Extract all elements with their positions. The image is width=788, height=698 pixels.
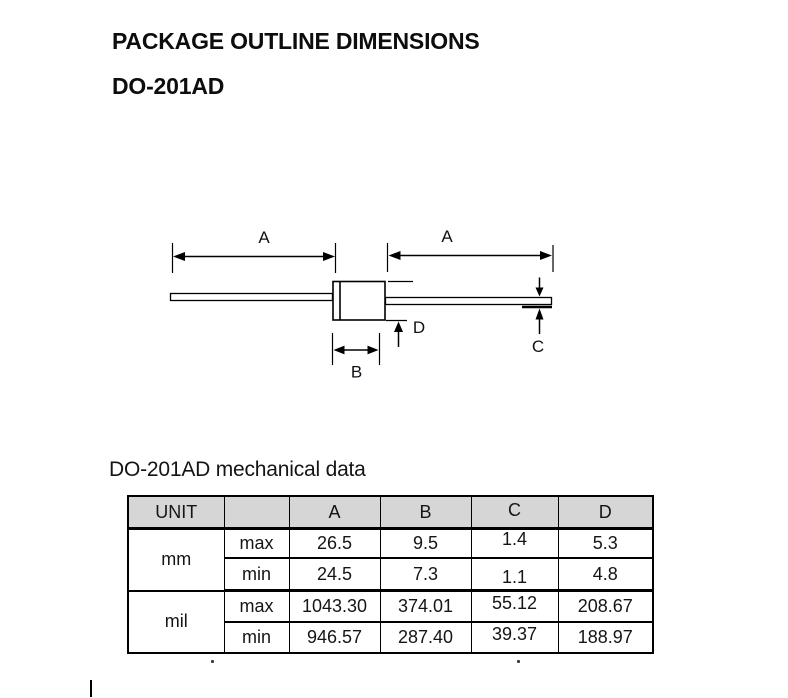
text-cursor (90, 680, 92, 697)
bound-cell: max (224, 591, 289, 623)
dimension-b (333, 333, 380, 382)
header-d: D (558, 496, 653, 529)
bound-cell: min (224, 622, 289, 653)
value-cell: 9.5 (380, 529, 471, 559)
table-heading: DO-201AD mechanical data (109, 458, 366, 481)
dim-label-c: C (531, 337, 545, 356)
arrowhead-down-icon (536, 288, 544, 297)
mechanical-data-table (127, 495, 654, 654)
package-name-heading: DO-201AD (112, 73, 225, 99)
value-cell: 1043.30 (289, 591, 380, 623)
value-cell: 1.1 (471, 558, 558, 591)
bound-cell: min (224, 558, 289, 591)
table-row (128, 591, 653, 623)
value-cell: 5.3 (558, 529, 653, 559)
arrowhead-right-icon (368, 346, 379, 355)
header-b: B (380, 496, 471, 529)
value-cell: 946.57 (289, 622, 380, 653)
page-artifact-dot (211, 660, 214, 663)
value-cell: 188.97 (558, 622, 653, 653)
arrowhead-left-icon (334, 346, 345, 355)
unit-cell-mil: mil (128, 591, 224, 654)
bound-cell: max (224, 529, 289, 559)
value-cell: 374.01 (380, 591, 471, 623)
value-cell: 287.40 (380, 622, 471, 653)
header-a: A (289, 496, 380, 529)
value-cell: 24.5 (289, 558, 380, 591)
table-header-row (128, 496, 653, 529)
page-artifact-dot (517, 660, 520, 663)
value-cell: 55.12 (471, 591, 558, 623)
arrowhead-left-icon (173, 252, 185, 261)
arrowhead-left-icon (389, 251, 401, 260)
header-blank (224, 496, 289, 529)
value-cell: 39.37 (471, 622, 558, 653)
value-cell: 7.3 (380, 558, 471, 591)
arrowhead-up-icon (536, 309, 544, 320)
diode-lead-left (171, 294, 333, 301)
dim-label-a-left: A (258, 228, 270, 247)
diode-lead-right (386, 298, 552, 305)
dimension-a-left (173, 228, 336, 273)
dim-label-d: D (412, 318, 426, 337)
dimension-d (386, 282, 425, 348)
dim-label-b: B (350, 362, 363, 382)
diode-body (333, 282, 385, 321)
dimension-a-right (388, 227, 554, 272)
header-unit: UNIT (128, 496, 224, 529)
dim-label-a-right: A (441, 227, 453, 246)
table-row (128, 529, 653, 559)
arrowhead-up-icon (394, 322, 403, 333)
dimension-c (522, 278, 552, 357)
value-cell: 1.4 (471, 529, 558, 559)
page-title: PACKAGE OUTLINE DIMENSIONS (112, 28, 480, 54)
value-cell: 4.8 (558, 558, 653, 591)
value-cell: 208.67 (558, 591, 653, 623)
arrowhead-right-icon (323, 252, 335, 261)
header-c: C (471, 496, 558, 529)
value-cell: 26.5 (289, 529, 380, 559)
unit-cell-mm: mm (128, 529, 224, 591)
arrowhead-right-icon (540, 251, 552, 260)
